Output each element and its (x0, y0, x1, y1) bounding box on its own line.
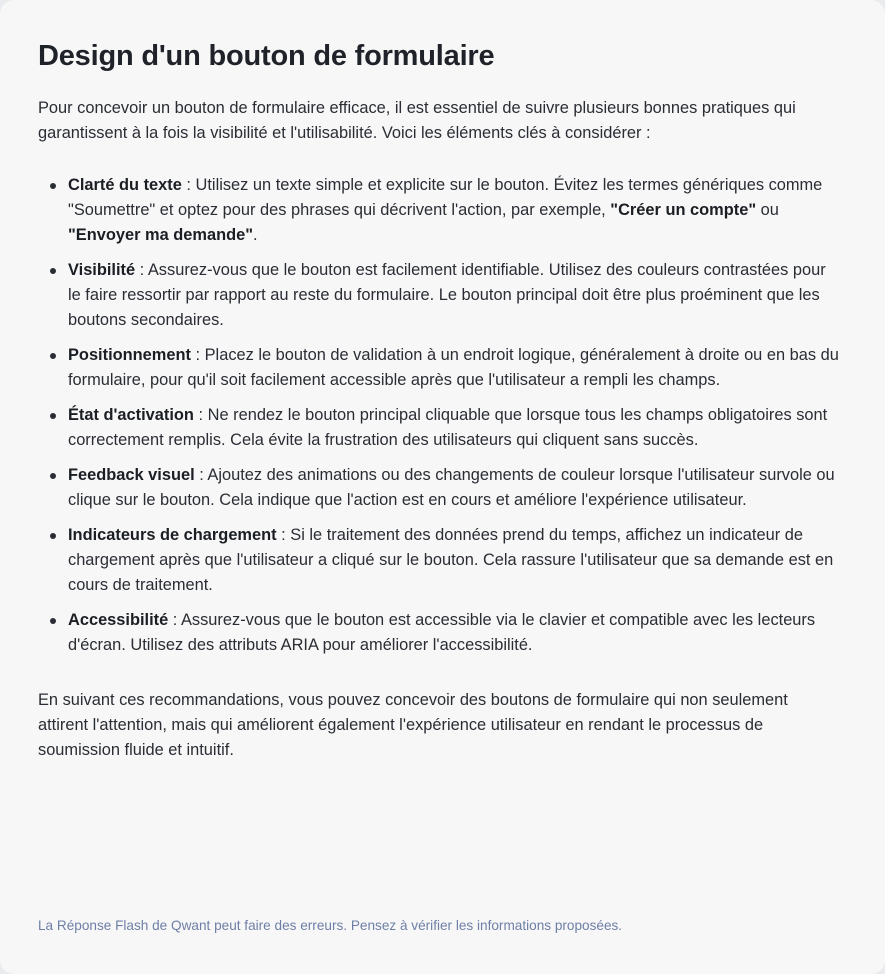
item-term: Clarté du texte (68, 176, 182, 194)
item-text: Placez le bouton de validation à un endroit logique, généralement à droite ou en bas du formulaire, pour qu'il soit facilement accessible après que l'utilisateur a rempli les champs. (68, 346, 839, 389)
item-separator: : (194, 466, 208, 484)
bullet-icon (50, 268, 56, 274)
item-separator: : (181, 176, 196, 194)
list-item-clarte (68, 173, 841, 248)
item-term: Accessibilité (68, 611, 169, 629)
example-label-1: "Créer un compte" (610, 201, 757, 219)
bullet-icon (50, 183, 56, 189)
item-text: Si le traitement des données prend du temps, affichez un indicateur de chargement après que l'utilisateur a cliqué sur le bouton. Cela rassure l'utilisateur que sa demande est en cours de traitement. (68, 526, 834, 594)
bullet-icon (50, 533, 56, 539)
item-separator: : (276, 526, 291, 544)
item-term: Visibilité (68, 261, 136, 279)
list-item-feedback-visuel (68, 463, 841, 513)
item-text: Ajoutez des animations ou des changements de couleur lorsque l'utilisateur survole ou clique sur le bouton. Cela indique que l'action est en cours et améliore l'expérience utilisateur. (68, 466, 835, 509)
disclaimer-text: La Réponse Flash de Qwant peut faire des erreurs. Pensez à vérifier les informations proposées. (38, 918, 623, 933)
item-term: Feedback visuel (68, 466, 195, 484)
bullet-icon (50, 618, 56, 624)
item-separator: : (135, 261, 148, 279)
item-text-end: . (252, 226, 258, 244)
list-item-etat-activation (68, 403, 841, 453)
list-item-visibilite (68, 258, 841, 333)
list-item-positionnement (68, 343, 841, 393)
item-term: État d'activation (68, 406, 194, 424)
bullet-icon (50, 473, 56, 479)
bullet-icon (50, 413, 56, 419)
item-separator: : (168, 611, 181, 629)
item-separator: : (190, 346, 205, 364)
item-text: Assurez-vous que le bouton est facilement identifiable. Utilisez des couleurs contrastées pour le faire ressortir par rapport au reste du formulaire. Le bouton principal doit être plus proéminent que les boutons secondaires. (68, 261, 826, 329)
item-term: Positionnement (68, 346, 191, 364)
item-text-connector: ou (756, 201, 779, 219)
item-text: Ne rendez le bouton principal cliquable que lorsque tous les champs obligatoires sont correctement remplis. Cela évite la frustration des utilisateurs qui cliquent sans succès. (68, 406, 828, 449)
recommendation-list (38, 173, 841, 658)
item-text: Utilisez un texte simple et explicite sur le bouton. Évitez les termes génériques comme "Soumettre" et optez pour des phrases qui décrivent l'action, par exemple, (68, 176, 823, 219)
example-label-2: "Envoyer ma demande" (68, 226, 253, 244)
bullet-icon (50, 353, 56, 359)
item-text: Assurez-vous que le bouton est accessible via le clavier et compatible avec les lecteurs d'écran. Utilisez des attributs ARIA pour améliorer l'accessibilité. (68, 611, 816, 654)
list-item-indicateurs-chargement (68, 523, 841, 598)
answer-title: Design d'un bouton de formulaire (38, 40, 495, 72)
intro-paragraph: Pour concevoir un bouton de formulaire efficace, il est essentiel de suivre plusieurs bonnes pratiques qui garantissent à la fois la visibilité et l'utilisabilité. Voici les éléments clés à considérer : (38, 99, 796, 142)
item-term: Indicateurs de chargement (68, 526, 277, 544)
conclusion-paragraph: En suivant ces recommandations, vous pouvez concevoir des boutons de formulaire qui non seulement attirent l'attention, mais qui améliorent également l'expérience utilisateur en rendant le processus de soumission fluide et intuitif. (38, 691, 788, 759)
list-item-accessibilite (68, 608, 841, 658)
item-separator: : (193, 406, 208, 424)
